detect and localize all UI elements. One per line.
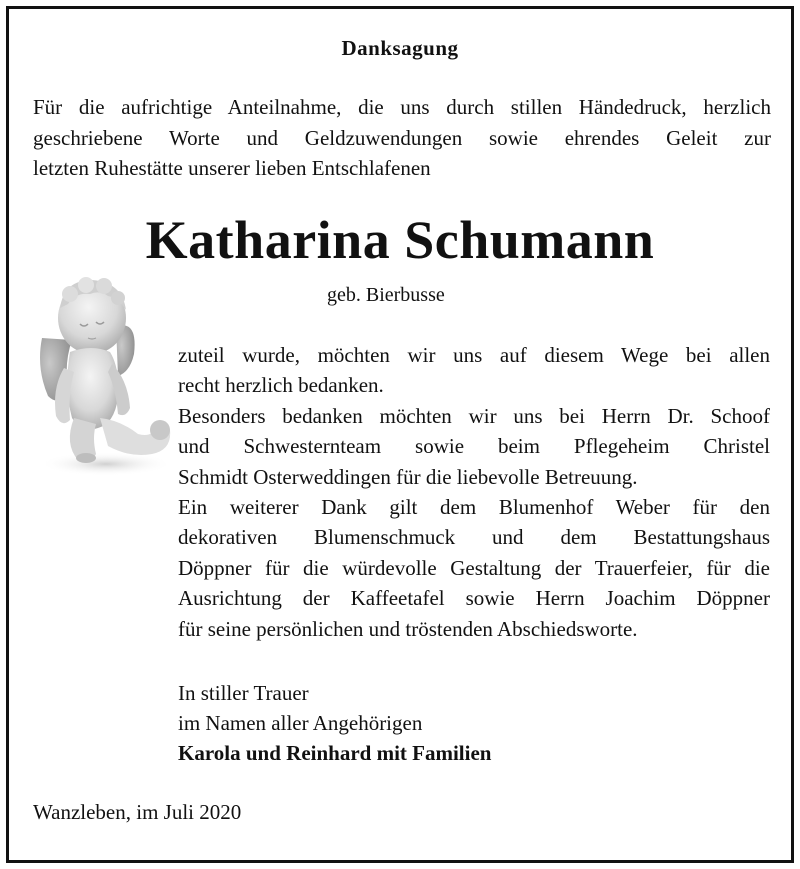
- body-line: Ein weiterer Dank gilt dem Blumenhof Weber für den: [178, 495, 770, 520]
- body-line: Döppner für die würdevolle Gestaltung der Trauerfeier, für die: [178, 555, 770, 580]
- angel-figure-image: [34, 268, 176, 478]
- maiden-name: geb. Bierbusse: [327, 284, 445, 306]
- body-line: Ausrichtung der Kaffeetafel sowie Herrn Joachim Döppner: [178, 586, 770, 611]
- intro-paragraph: [33, 92, 771, 184]
- body-line: zuteil wurde, möchten wir uns auf diesem Wege bei allen: [178, 343, 770, 367]
- body-line: Besonders bedanken möchten wir uns bei Herrn Dr. Schoof: [178, 403, 770, 428]
- body-line: für seine persönlichen und tröstenden Abschiedsworte.: [178, 616, 638, 641]
- intro-line: geschriebene Worte und Geldzuwendungen sowie ehrendes Geleit zur: [33, 125, 771, 150]
- body-line: dekorativen Blumenschmuck und dem Bestattungshaus: [178, 525, 770, 550]
- deceased-name: Katharina Schumann: [145, 210, 655, 270]
- place-date: Wanzleben, im Juli 2020: [33, 800, 242, 824]
- closing-block: [178, 678, 491, 768]
- notice-heading: Danksagung: [341, 36, 459, 60]
- closing-line: im Namen aller Angehörigen: [178, 711, 423, 735]
- intro-line: Für die aufrichtige Anteilnahme, die uns durch stillen Händedruck, herzlich: [33, 95, 771, 119]
- signatories: Karola und Reinhard mit Familien: [178, 741, 492, 765]
- intro-line: letzten Ruhestätte unserer lieben Entschlafenen: [33, 156, 431, 180]
- body-line: Schmidt Osterweddingen für die liebevolle Betreuung.: [178, 464, 638, 489]
- body-line: und Schwesternteam sowie beim Pflegeheim Christel: [178, 434, 770, 459]
- body-line: recht herzlich bedanken.: [178, 373, 384, 398]
- body-paragraph: [178, 340, 770, 644]
- closing-line: In stiller Trauer: [178, 681, 309, 705]
